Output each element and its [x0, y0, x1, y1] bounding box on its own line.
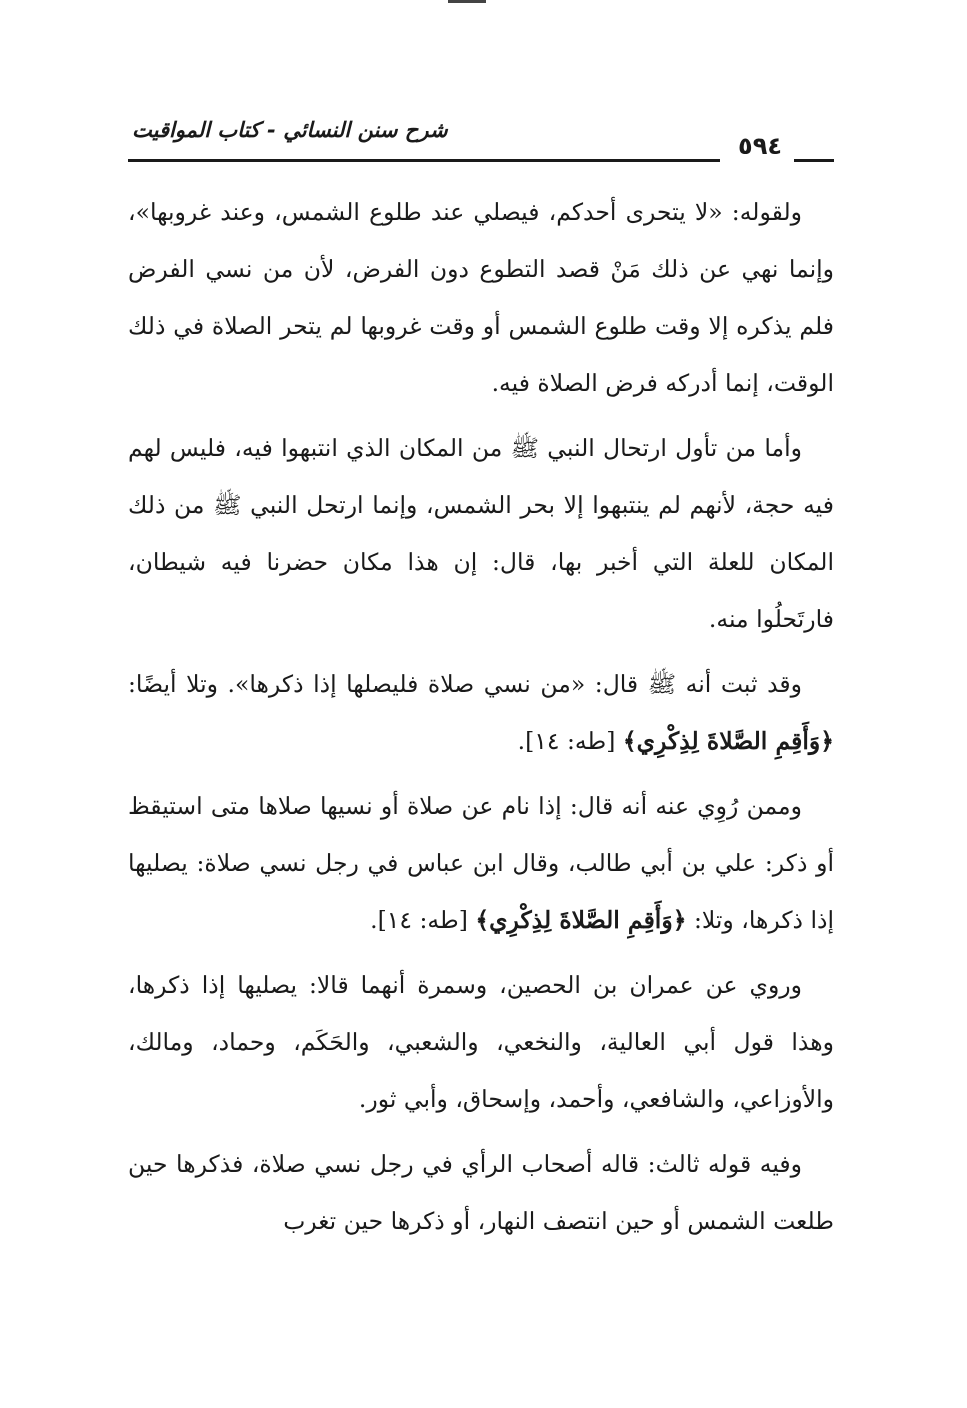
paragraph-6: وفيه قوله ثالث: قاله أصحاب الرأي في رجل نسي صلاة، فذكرها حين طلعت الشمس أو حين انتصف النهار، أو ذكرها حين تغرب	[128, 1150, 834, 1235]
paragraph-3-text: وقد ثبت أنه ﷺ قال: «من نسي صلاة فليصلها إذا ذكرها». وتلا أيضًا:	[128, 670, 802, 698]
verse-reference: [طه: ١٤].	[370, 906, 476, 934]
page-body	[128, 184, 834, 1258]
page-number: ٥٩٤	[738, 132, 782, 160]
page-header	[128, 112, 834, 172]
top-edge-mark	[448, 0, 486, 3]
header-rule-short	[794, 159, 834, 162]
running-title: شرح سنن النسائي - كتاب المواقيت	[132, 118, 448, 142]
quran-verse: ﴿وَأَقِمِ الصَّلاةَ لِذِكْرِي﴾	[475, 906, 687, 934]
paragraph-4-text: وممن رُوِي عنه أنه قال: إذا نام عن صلاة أو نسيها صلاها متى استيقظ أو ذكر: علي بن أبي طالب، وقال ابن عباس في رجل نسي صلاة: يصليها إذا ذكرها، وتلا:	[128, 792, 834, 934]
paragraph-3	[128, 656, 834, 770]
verse-reference: [طه: ١٤].	[517, 727, 623, 755]
paragraph-5: وروي عن عمران بن الحصين، وسمرة أنهما قالا: يصليها إذا ذكرها، وهذا قول أبي العالية، والنخعي، والشعبي، والحَكَم، وحماد، ومالك، والأوزاعي، والشافعي، وأحمد، وإسحاق، وأبي ثور.	[128, 971, 834, 1113]
paragraph-4	[128, 778, 834, 949]
paragraph-1: ولقوله: «لا يتحرى أحدكم، فيصلي عند طلوع الشمس، وعند غروبها»، وإنما نهي عن ذلك مَنْ قصد التطوع دون الفرض، لأن من نسي الفرض فلم يذكره إلا وقت طلوع الشمس أو وقت غروبها لم يتحر الصلاة في ذلك الوقت، إنما أدركه فرض الصلاة فيه.	[128, 198, 834, 397]
paragraph-2: وأما من تأول ارتحال النبي ﷺ من المكان الذي انتبهوا فيه، فليس لهم فيه حجة، لأنهم لم ينتبهوا إلا بحر الشمس، وإنما ارتحل النبي ﷺ من ذلك المكان للعلة التي أخبر بها، قال: إن هذا مكان حضرنا فيه شيطان، فارتَحلُوا منه.	[128, 434, 834, 633]
quran-verse: ﴿وَأَقِمِ الصَّلاةَ لِذِكْرِي﴾	[622, 727, 834, 755]
header-rule	[128, 159, 720, 162]
